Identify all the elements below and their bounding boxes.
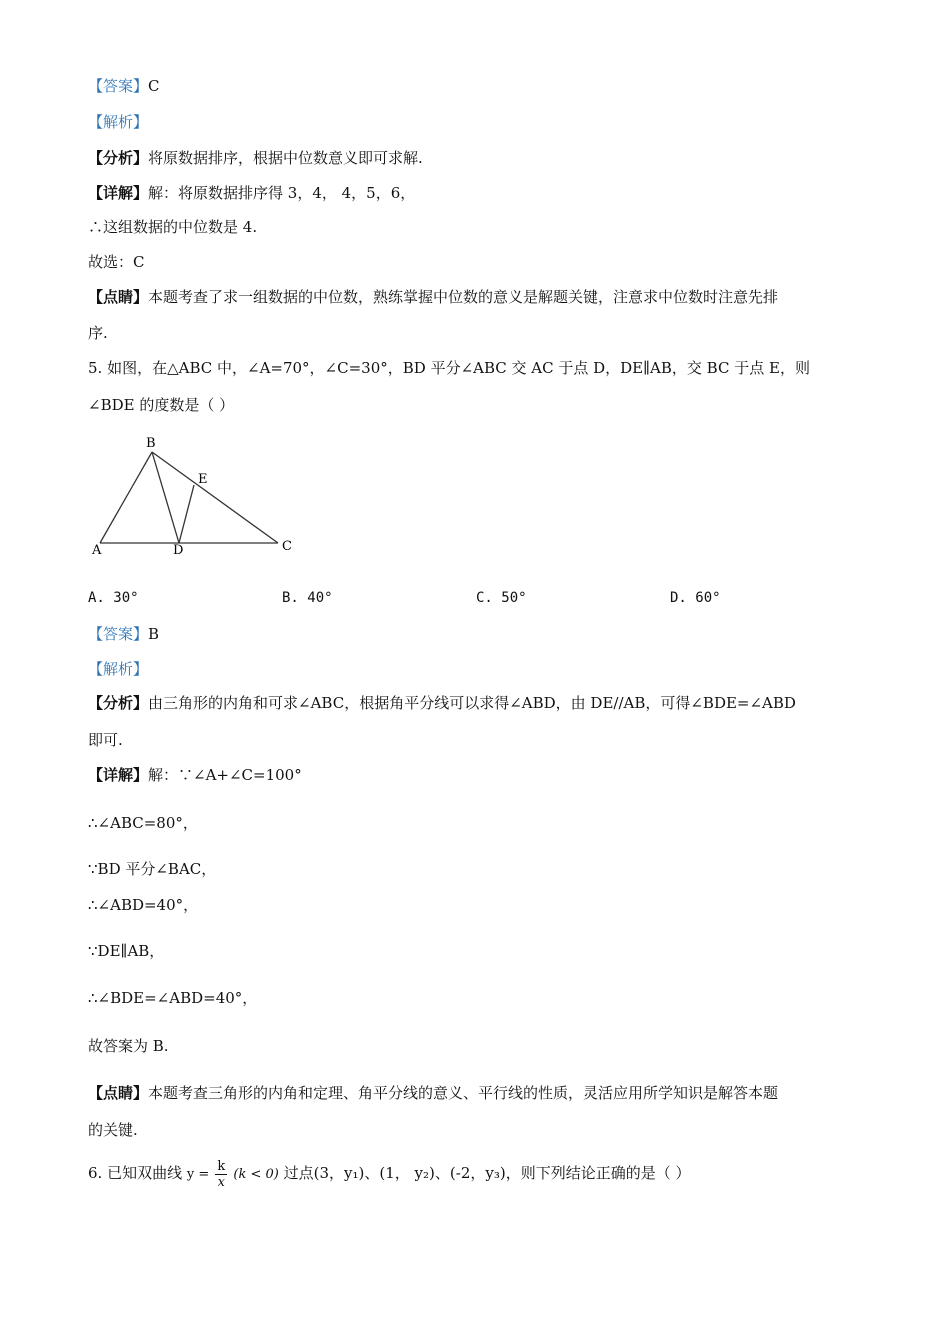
option-d: D. 60°	[670, 590, 721, 606]
q4-dianjing-cont: 序.	[88, 324, 108, 342]
q5-step-2: ∵BD 平分∠BAC，	[88, 860, 217, 878]
q6-stem: 6. 已知双曲线 y = $\frac{k}{x}$ (k < 0) 过点(3，y₁)、(1， y₂)、(-2，y₃)，则下列结论正确的是（ ）	[88, 1158, 691, 1190]
triangle-figure	[80, 430, 310, 565]
segment-de	[179, 485, 194, 543]
q4-choose: 故选：C	[88, 253, 145, 271]
label-d: D	[173, 543, 184, 558]
q6-function: y = $\frac{k}{x}$ (k < 0)	[186, 1158, 279, 1190]
segment-bc	[152, 452, 278, 543]
q4-fenxi: 【分析】将原数据排序，根据中位数意义即可求解.	[88, 149, 423, 167]
q5-step-1: ∴∠ABC=80°，	[88, 814, 198, 832]
q4-analysis-heading: 【解析】	[88, 113, 149, 131]
q5-conclusion: 故答案为 B.	[88, 1037, 169, 1055]
q5-fenxi: 【分析】由三角形的内角和可求∠ABC，根据角平分线可以求得∠ABD，由 DE//AB，可得∠BDE=∠ABD	[88, 694, 796, 712]
segment-ab	[100, 452, 152, 543]
q5-xiangjie: 【详解】解：∵∠A+∠C=100°	[88, 766, 302, 784]
q5-step-3: ∴∠ABD=40°，	[88, 896, 199, 914]
q5-analysis-heading: 【解析】	[88, 660, 149, 678]
q4-dianjing: 【点睛】本题考查了求一组数据的中位数，熟练掌握中位数的意义是解题关键，注意求中位数时注意先排	[88, 288, 779, 306]
q6-fraction: $\frac{k}{x}$	[217, 1158, 226, 1190]
label-b: B	[146, 436, 156, 451]
option-b: B. 40°	[282, 590, 333, 606]
label-a: A	[92, 543, 102, 558]
label-e: E	[198, 472, 208, 487]
label-c: C	[282, 539, 292, 554]
q5-step-5: ∴∠BDE=∠ABD=40°，	[88, 989, 258, 1007]
q5-step-4: ∵DE∥AB，	[88, 942, 165, 960]
q4-step: ∴这组数据的中位数是 4.	[88, 218, 258, 236]
q4-answer: 【答案】C	[88, 77, 160, 95]
segment-bd	[152, 452, 179, 543]
option-c: C. 50°	[476, 590, 527, 606]
q5-stem: 5. 如图，在△ABC 中，∠A=70°，∠C=30°，BD 平分∠ABC 交 AC 于点 D，DE∥AB，交 BC 于点 E，则	[88, 359, 810, 377]
q5-dianjing: 【点睛】本题考查三角形的内角和定理、角平分线的意义、平行线的性质，灵活应用所学知识是解答本题	[88, 1084, 779, 1102]
q5-stem-cont: ∠BDE 的度数是（ ）	[88, 396, 235, 414]
q5-answer: 【答案】B	[88, 625, 160, 643]
q5-fenxi-cont: 即可.	[88, 731, 123, 749]
q4-xiangjie: 【详解】解：将原数据排序得 3，4， 4，5，6，	[88, 184, 416, 202]
q5-dianjing-cont: 的关键.	[88, 1121, 138, 1139]
option-a: A. 30°	[88, 590, 139, 606]
